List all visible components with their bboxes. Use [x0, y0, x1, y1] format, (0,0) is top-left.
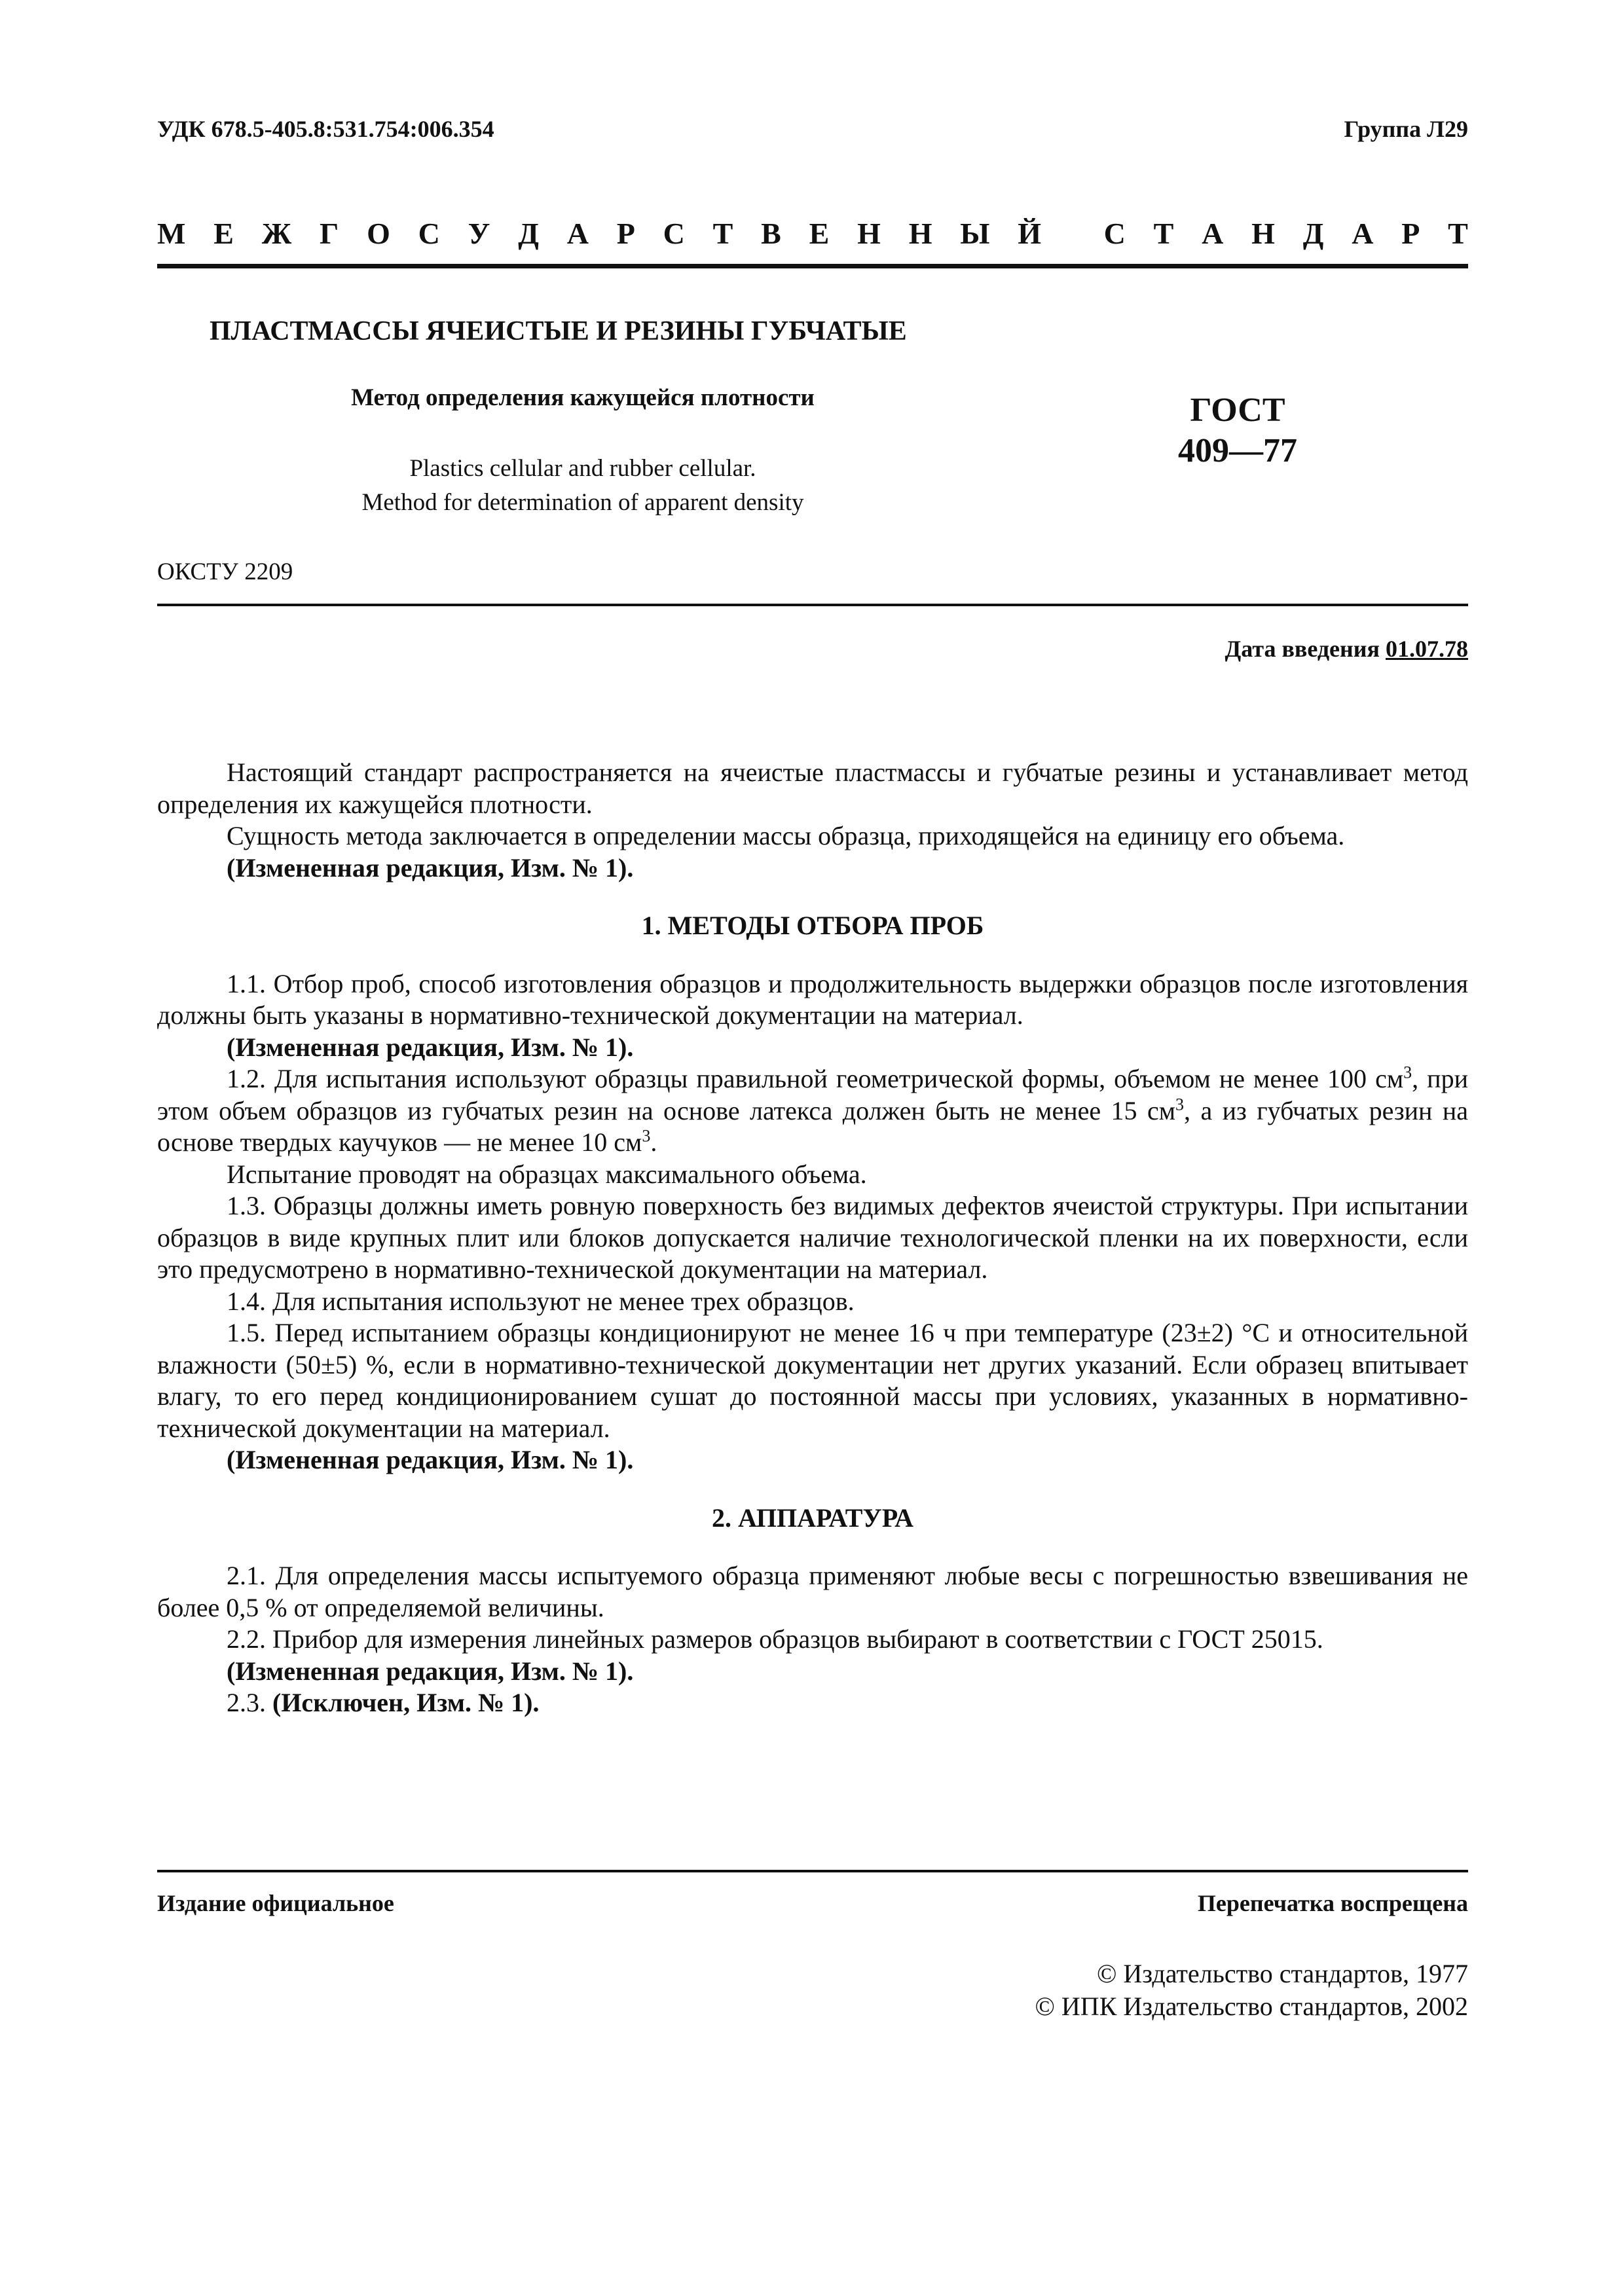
footer-rule	[157, 1870, 1468, 1872]
clause-1-4: 1.4. Для испытания используют не менее трех образцов.	[227, 1286, 855, 1316]
banner-letter: Н	[908, 217, 932, 250]
english-title-line-2: Method for determination of apparent density	[361, 489, 804, 516]
clause-2-3-text: (Исключен, Изм. № 1).	[272, 1688, 540, 1717]
banner-letter: В	[761, 217, 781, 250]
amendment-note: (Измененная редакция, Изм. № 1).	[227, 1656, 634, 1686]
english-title-line-1: Plastics cellular and rubber cellular.	[409, 455, 756, 482]
banner-letter: Д	[1302, 217, 1324, 250]
clause-1-5: 1.5. Перед испытанием образцы кондиционируют не менее 16 ч при температуре (23±2) °С и относительной влажности (50±5) %, если в нормативно-технической документации нет других указаний. Если образец впитывает влагу, то его перед кондиционированием сушат до постоянной массы при условиях, указанных в нормативно-технической документации на материал.	[157, 1318, 1468, 1443]
banner-letter: Ы	[960, 217, 990, 250]
banner-letter: А	[1202, 217, 1224, 250]
standard-banner	[157, 216, 1468, 251]
clause-2-1: 2.1. Для определения массы испытуемого образца применяют любые весы с погрешностью взвешивания не более 0,5 % от определяемой величины.	[157, 1561, 1468, 1622]
banner-letter: Т	[712, 217, 733, 250]
effective-date-value: 01.07.78	[1386, 636, 1468, 662]
amendment-note: (Измененная редакция, Изм. № 1).	[227, 1445, 634, 1474]
superscript: 3	[1403, 1063, 1412, 1082]
official-edition: Издание официальное	[157, 1890, 394, 1916]
superscript: 3	[642, 1126, 651, 1146]
standard-subtitle: Метод определения кажущейся плотности	[351, 384, 815, 411]
superscript: 3	[1175, 1095, 1185, 1114]
clause-2-3-number: 2.3.	[227, 1688, 272, 1717]
clause-1-2-part-c: , а из губчатых резин на основе твердых каучуков — не менее 10 см	[157, 1095, 1469, 1157]
clause-1-2-part-b: , при этом объем образцов из губчатых резин на основе латекса должен быть не менее 15 см	[157, 1064, 1468, 1125]
copyright-1977: © Издательство стандартов, 1977	[1096, 1959, 1468, 1988]
banner-letter: Н	[857, 217, 881, 250]
banner-letter: Т	[1153, 217, 1174, 250]
banner-letter: Р	[616, 217, 635, 250]
reprint-prohibited: Перепечатка воспрещена	[1197, 1890, 1468, 1916]
effective-date	[1225, 635, 1469, 663]
banner-letter: Р	[1401, 217, 1420, 250]
clause-1-2	[157, 1063, 1468, 1159]
gost-label: ГОСТ	[1190, 392, 1285, 429]
section-1-heading: 1. МЕТОДЫ ОТБОРА ПРОБ	[641, 911, 984, 940]
udk-code: УДК 678.5-405.8:531.754:006.354	[157, 116, 494, 142]
banner-letter: Н	[1251, 217, 1275, 250]
banner-letter: Т	[1448, 217, 1468, 250]
amendment-note: (Измененная редакция, Изм. № 1).	[227, 1032, 634, 1062]
banner-letter: М	[157, 217, 186, 250]
banner-letter: С	[663, 217, 685, 250]
group-code: Группа Л29	[1344, 116, 1468, 142]
clause-1-3: 1.3. Образцы должны иметь ровную поверхность без видимых дефектов ячеистой структуры. При испытании образцов в виде крупных плит или блоков допускается наличие технологической пленки на их поверхности, если это предусмотрено в нормативно-технической документации на материал.	[157, 1191, 1468, 1284]
banner-letter: Ж	[261, 217, 292, 250]
clause-2-2: 2.2. Прибор для измерения линейных размеров образцов выбирают в соответствии с ГОСТ 25015.	[227, 1624, 1323, 1654]
banner-word-gap	[1069, 216, 1076, 251]
banner-letter: А	[566, 217, 589, 250]
amendment-note: (Измененная редакция, Изм. № 1).	[227, 852, 634, 883]
banner-letter: Д	[518, 217, 539, 250]
section-2-heading: 2. АППАРАТУРА	[712, 1503, 913, 1533]
banner-rule	[157, 264, 1468, 268]
banner-letter: Г	[319, 217, 339, 250]
banner-letter: У	[468, 217, 490, 250]
copyright-block	[1035, 1958, 1468, 2023]
banner-letter: А	[1352, 217, 1374, 250]
gost-code: 409—77	[1178, 432, 1297, 469]
standard-title: ПЛАСТМАССЫ ЯЧЕИСТЫЕ И РЕЗИНЫ ГУБЧАТЫЕ	[210, 316, 907, 346]
document-body	[157, 757, 1468, 1719]
banner-letter: С	[1103, 217, 1126, 250]
intro-paragraph-2: Сущность метода заключается в определении массы образца, приходящейся на единицу его объема.	[227, 821, 1345, 850]
clause-1-1: 1.1. Отбор проб, способ изготовления образцов и продолжительность выдержки образцов после изготовления должны быть указаны в нормативно-технической документации на материал.	[157, 968, 1468, 1030]
banner-letter: Й	[1018, 217, 1042, 250]
banner-letter: С	[418, 217, 440, 250]
intro-paragraph-1: Настоящий стандарт распространяется на ячеистые пластмассы и губчатые резины и устанавливает метод определения их кажущейся плотности.	[157, 757, 1468, 819]
copyright-2002: © ИПК Издательство стандартов, 2002	[1035, 1992, 1468, 2021]
clause-1-2-part-d: .	[650, 1127, 657, 1157]
oksty-code: ОКСТУ 2209	[157, 558, 293, 585]
clause-2-3	[157, 1687, 1468, 1719]
clause-1-2-extra: Испытание проводят на образцах максимального объема.	[227, 1159, 867, 1189]
gost-number	[1080, 390, 1395, 471]
english-title	[157, 452, 1008, 520]
clause-1-2-part-a: 1.2. Для испытания используют образцы правильной геометрической формы, объемом не менее 100 см	[227, 1064, 1404, 1093]
effective-date-label: Дата введения	[1225, 636, 1386, 662]
banner-letter: О	[367, 217, 390, 250]
header-rule	[157, 604, 1468, 606]
banner-letter: Е	[809, 217, 830, 250]
banner-letter: Е	[213, 217, 234, 250]
